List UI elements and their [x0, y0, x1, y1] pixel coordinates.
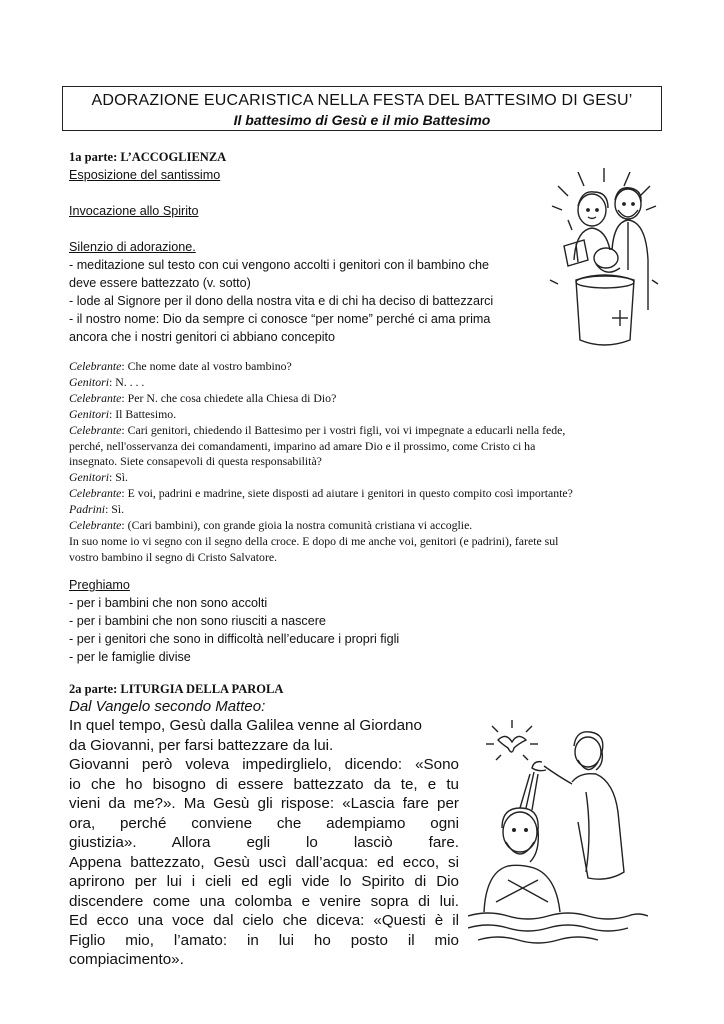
speaker: Celebrante — [69, 359, 122, 373]
title-box — [62, 86, 662, 131]
speaker: Celebrante — [69, 486, 122, 501]
prayer-item: - per le famiglie divise — [69, 650, 191, 664]
speaker: Celebrante — [69, 518, 122, 533]
meditation-line: ancora che i nostri genitori ci abbiano concepito — [69, 330, 336, 344]
dialogue-line: Genitori: Il Battesimo. — [69, 406, 177, 421]
dialogue-line: In suo nome io vi segno con il segno della croce. E dopo di me anche voi, genitori (e padrini), farete sul — [69, 533, 559, 548]
family-baptism-illustration — [548, 160, 660, 356]
dialogue-line: Celebrante: Per N. che cosa chiedete alla Chiesa di Dio? — [69, 390, 337, 405]
meditation-list — [69, 256, 493, 346]
speaker: Genitori — [69, 406, 109, 421]
part2-heading: 2a parte: LITURGIA DELLA PAROLA — [69, 682, 284, 696]
gospel-line: discendere come una colomba e venire sopra di lui. — [69, 892, 459, 910]
meditation-line: - il nostro nome: Dio da sempre ci conosce “per nome” perché ci ama prima — [69, 312, 491, 326]
part1-heading: 1a parte: L’ACCOGLIENZA — [69, 150, 227, 164]
preghiamo-section — [69, 576, 399, 666]
meditation-line: - meditazione sul testo con cui vengono accolti i genitori con il bambino che — [69, 258, 490, 272]
prayer-item: - per i genitori che sono in difficoltà nell’educare i propri figli — [69, 632, 400, 646]
speaker: Padrini — [69, 502, 106, 517]
speaker: Genitori — [69, 374, 109, 389]
page-subtitle: Il battesimo di Gesù e il mio Battesimo — [233, 112, 491, 128]
invocazione-heading: Invocazione allo Spirito — [69, 204, 199, 218]
gospel-line: ora, perché conviene che adempiamo ogni — [69, 814, 459, 832]
meditation-line: - lode al Signore per il dono della nostra vita e di chi ha deciso di battezzarci — [69, 294, 494, 308]
gospel-line: giustizia». Allora egli lo lasciò fare. — [69, 834, 459, 851]
dialogue-line: Celebrante: E voi, padrini e madrine, siete disposti ad aiutare i genitori in questo compito così importante? — [69, 486, 573, 501]
dialogue-line: Genitori: Sì. — [69, 470, 128, 485]
silenzio-heading: Silenzio di adorazione. — [69, 240, 196, 254]
preghiamo-heading: Preghiamo — [69, 578, 130, 592]
gospel-line: Ed ecco una voce dal cielo che diceva: «Questi è il — [69, 912, 459, 929]
gospel-line: In quel tempo, Gesù dalla Galilea venne al Giordano — [69, 717, 422, 734]
gospel-line: vieni da me?». Ma Gesù gli rispose: «Lascia fare per — [69, 795, 459, 812]
dialogue-line: Celebrante: (Cari bambini), con grande gioia la nostra comunità cristiana vi accoglie. — [69, 518, 473, 533]
meditation-line: deve essere battezzato (v. sotto) — [69, 276, 251, 290]
prayer-item: - per i bambini che non sono riusciti a nascere — [69, 614, 326, 628]
gospel-line: Figlio mio, l’amato: in lui ho posto il mio — [69, 931, 459, 949]
gospel-line: io che ho bisogno di essere battezzato da te, e tu — [69, 775, 459, 793]
esposizione-heading: Esposizione del santissimo — [69, 168, 221, 182]
dialogue-line: perché, nell'osservanza dei comandamenti, imparino ad amare Dio e il prossimo, come Cristo ci ha — [69, 438, 536, 453]
gospel-line: aprirono per lui i cieli ed egli vide lo Spirito di Dio — [69, 873, 459, 890]
rite-dialogue — [69, 359, 573, 566]
dialogue-line: Celebrante: Cari genitori, chiedendo il Battesimo per i vostri figli, voi vi impegnate a educarli nella fede, — [69, 422, 566, 437]
gospel-line: Giovanni però voleva impedirglielo, dicendo: «Sono — [69, 756, 459, 773]
dialogue-line: vostro bambino il segno di Cristo Salvatore. — [69, 549, 278, 564]
baptism-of-jesus-illustration — [468, 712, 648, 946]
gospel-source: Dal Vangelo secondo Matteo: — [69, 698, 266, 715]
dialogue-line: insegnato. Siete consapevoli di questa responsabilità? — [69, 454, 322, 469]
gospel-text — [69, 716, 459, 970]
dialogue-line: Celebrante: Che nome date al vostro bambino? — [69, 359, 292, 373]
gospel-line: compiacimento». — [69, 951, 184, 968]
speaker: Celebrante — [69, 390, 122, 405]
prayer-item: - per i bambini che non sono accolti — [69, 596, 268, 610]
speaker: Celebrante — [69, 422, 122, 437]
gospel-line: da Giovanni, per farsi battezzare da lui. — [69, 736, 334, 754]
page-title: ADORAZIONE EUCARISTICA NELLA FESTA DEL BATTESIMO DI GESU’ — [91, 92, 633, 109]
dialogue-line: Padrini: Sì. — [69, 502, 125, 517]
speaker: Genitori — [69, 470, 109, 485]
gospel-line: Appena battezzato, Gesù uscì dall’acqua: ed ecco, si — [69, 853, 459, 871]
dialogue-line: Genitori: N. . . . — [69, 374, 145, 389]
